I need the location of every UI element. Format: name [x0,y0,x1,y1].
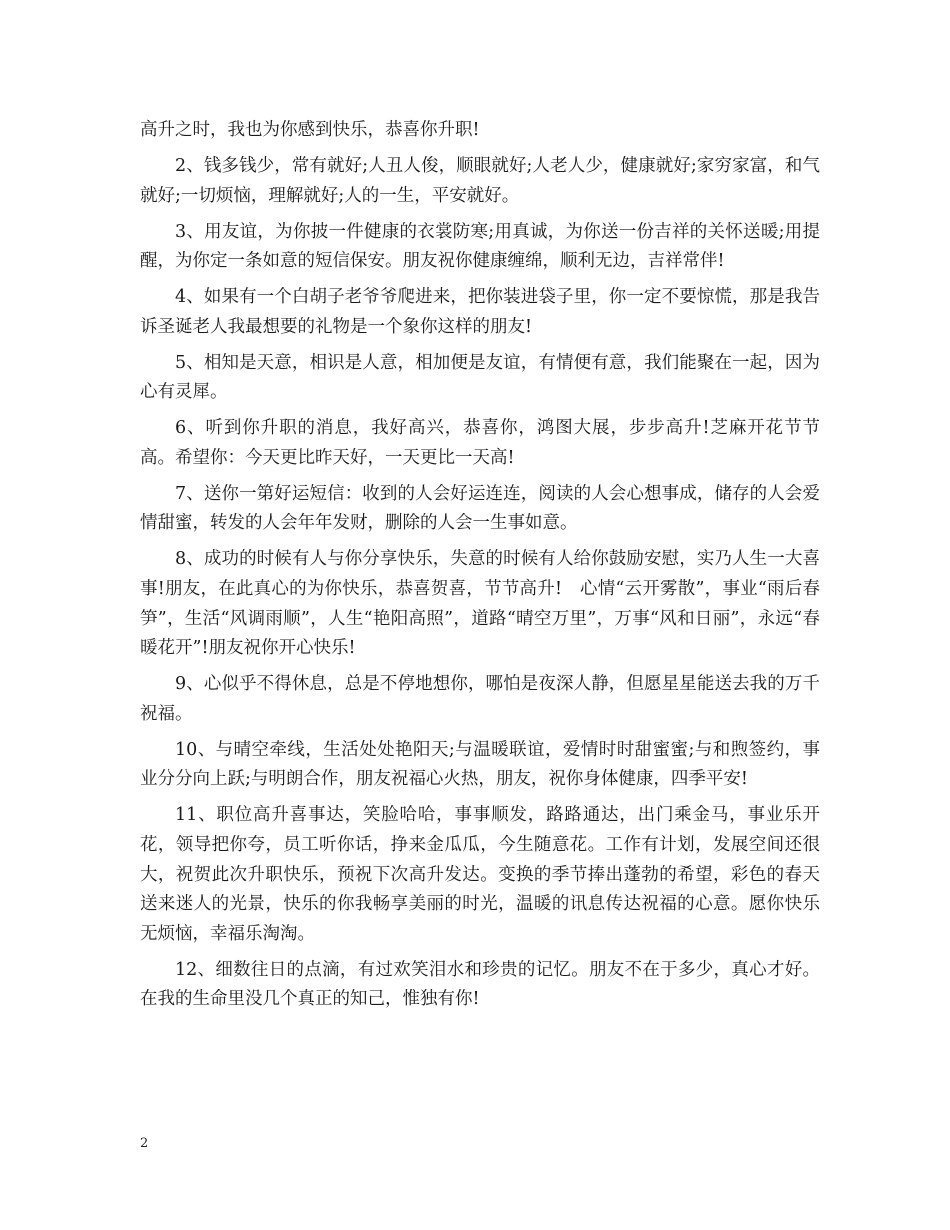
paragraph-item-12: 12、细数往日的点滴，有过欢笑泪水和珍贵的记忆。朋友不在于多少，真心才好。在我的生命里没几个真正的知己，惟独有你! [140,959,820,1010]
paragraph-item-3: 3、用友谊，为你披一件健康的衣裳防寒;用真诚，为你送一份吉祥的关怀送暖;用提醒，为你定一条如意的短信保安。朋友祝你健康缠绵，顺利无边，吉祥常伴! [140,221,820,272]
page-number: 2 [140,1136,149,1151]
paragraph-item-4: 4、如果有一个白胡子老爷爷爬进来，把你装进袋子里，你一定不要惊慌，那是我告诉圣诞老人我最想要的礼物是一个象你这样的朋友! [140,287,820,337]
paragraph-continuation: 高升之时，我也为你感到快乐，恭喜你升职! [140,120,480,140]
paragraph-item-5: 5、相知是天意，相识是人意，相加便是友谊，有情便有意，我们能聚在一起，因为心有灵犀。 [140,352,820,403]
paragraph-item-7: 7、送你一第好运短信：收到的人会好运连连，阅读的人会心想事成，储存的人会爱情甜蜜，转发的人会年年发财，删除的人会一生事如意。 [140,483,820,534]
paragraph-item-8: 8、成功的时候有人与你分享快乐，失意的时候有人给你鼓励安慰，实乃人生一大喜事!朋友，在此真心的为你快乐，恭喜贺喜，节节高升! 心情“云开雾散”，事业“雨后春笋”，生活“风调雨顺”，人生“艳阳高照”，道路“晴空万里”，万事“风和日丽”，永远“春暖花开”!朋友祝你开心快乐! [140,549,820,659]
paragraph-item-2: 2、钱多钱少，常有就好;人丑人俊，顺眼就好;人老人少，健康就好;家穷家富，和气就好;一切烦恼，理解就好;人的一生，平安就好。 [140,155,820,206]
paragraph-item-9: 9、心似乎不得休息，总是不停地想你，哪怕是夜深人静，但愿星星能送去我的万千祝福。 [140,674,820,724]
paragraph-item-11: 11、职位高升喜事达，笑脸哈哈，事事顺发，路路通达，出门乘金马，事业乐开花，领导把你夸，员工听你话，挣来金瓜瓜，今生随意花。工作有计划，发展空间还很大，祝贺此次升职快乐，预祝下次高升发达。变换的季节捧出蓬勃的希望，彩色的春天送来迷人的光景，快乐的你我畅享美丽的时光，温暖的讯息传达祝福的心意。愿你快乐无烦恼，幸福乐淘淘。 [140,805,820,944]
paragraph-item-6: 6、听到你升职的消息，我好高兴，恭喜你，鸿图大展，步步高升!芝麻开花节节高。希望你：今天更比昨天好，一天更比一天高! [140,418,820,468]
document-body [140,116,820,1021]
paragraph-item-10: 10、与晴空牵线，生活处处艳阳天;与温暖联谊，爱情时时甜蜜蜜;与和煦签约，事业分分向上跃;与明朗合作，朋友祝福心火热，朋友，祝你身体健康，四季平安! [140,739,820,790]
